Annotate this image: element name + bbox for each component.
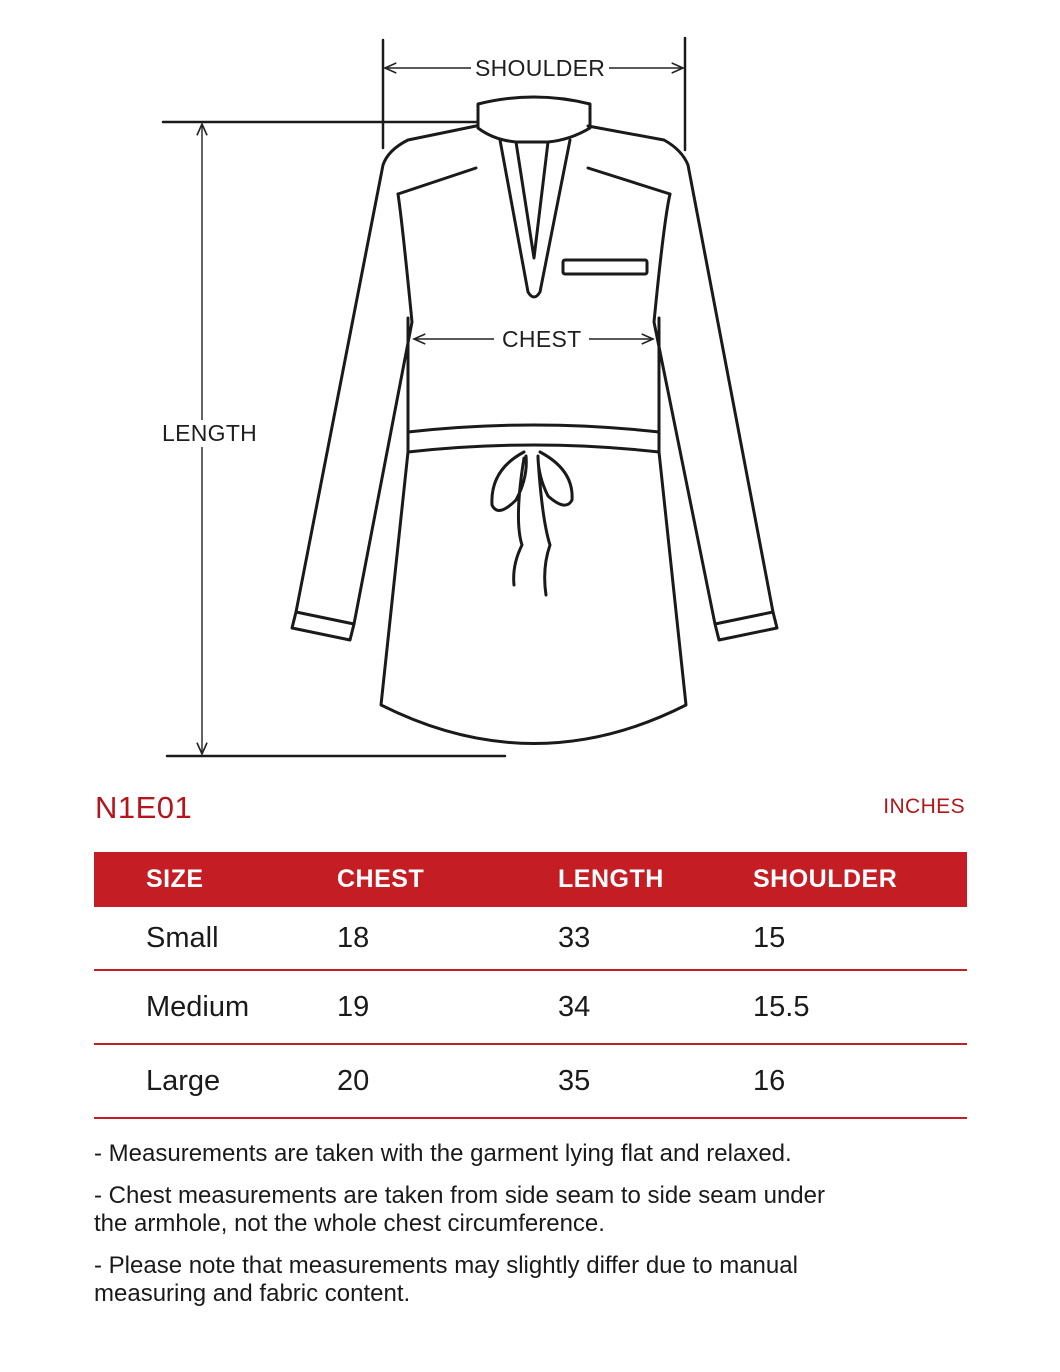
shirt-body bbox=[381, 318, 686, 744]
left-cuff bbox=[296, 612, 354, 624]
cell-chest: 19 bbox=[337, 970, 558, 1044]
left-sleeve bbox=[292, 126, 476, 640]
table-header-row bbox=[94, 852, 967, 907]
left-yoke-seam bbox=[398, 168, 476, 194]
table-row bbox=[94, 970, 967, 1044]
cell-length: 33 bbox=[558, 907, 753, 970]
table-row bbox=[94, 907, 967, 970]
chest-label: CHEST bbox=[494, 328, 589, 351]
cell-length: 35 bbox=[558, 1044, 753, 1118]
cell-size: Large bbox=[94, 1044, 337, 1118]
cell-chest: 20 bbox=[337, 1044, 558, 1118]
waistband bbox=[408, 425, 659, 452]
cell-length: 34 bbox=[558, 970, 753, 1044]
drawstring-bow bbox=[492, 452, 572, 595]
placket-inner bbox=[516, 142, 548, 258]
note-item: - Chest measurements are taken from side seam to side seam under the armhole, not the whole chest circumference. bbox=[94, 1182, 825, 1237]
note-item: - Measurements are taken with the garment lying flat and relaxed. bbox=[94, 1140, 792, 1167]
shoulder-label: SHOULDER bbox=[471, 57, 609, 80]
collar bbox=[478, 97, 590, 142]
header-chest: CHEST bbox=[337, 852, 558, 907]
unit-label: INCHES bbox=[883, 795, 965, 818]
product-code: N1E01 bbox=[95, 790, 193, 825]
right-cuff bbox=[715, 612, 773, 624]
right-sleeve bbox=[588, 126, 777, 640]
cell-chest: 18 bbox=[337, 907, 558, 970]
cell-shoulder: 15.5 bbox=[753, 970, 967, 1044]
measurement-notes bbox=[94, 1140, 974, 1322]
table-row bbox=[94, 1044, 967, 1118]
pocket bbox=[563, 260, 647, 274]
right-yoke-seam bbox=[588, 168, 670, 194]
header-shoulder: SHOULDER bbox=[753, 852, 967, 907]
note-item: - Please note that measurements may slightly differ due to manual measuring and fabric content. bbox=[94, 1252, 798, 1307]
size-table bbox=[94, 852, 967, 1119]
cell-shoulder: 16 bbox=[753, 1044, 967, 1118]
cell-shoulder: 15 bbox=[753, 907, 967, 970]
placket bbox=[500, 140, 570, 297]
cell-size: Small bbox=[94, 907, 337, 970]
cell-size: Medium bbox=[94, 970, 337, 1044]
header-size: SIZE bbox=[94, 852, 337, 907]
header-length: LENGTH bbox=[558, 852, 753, 907]
length-label: LENGTH bbox=[162, 420, 258, 446]
